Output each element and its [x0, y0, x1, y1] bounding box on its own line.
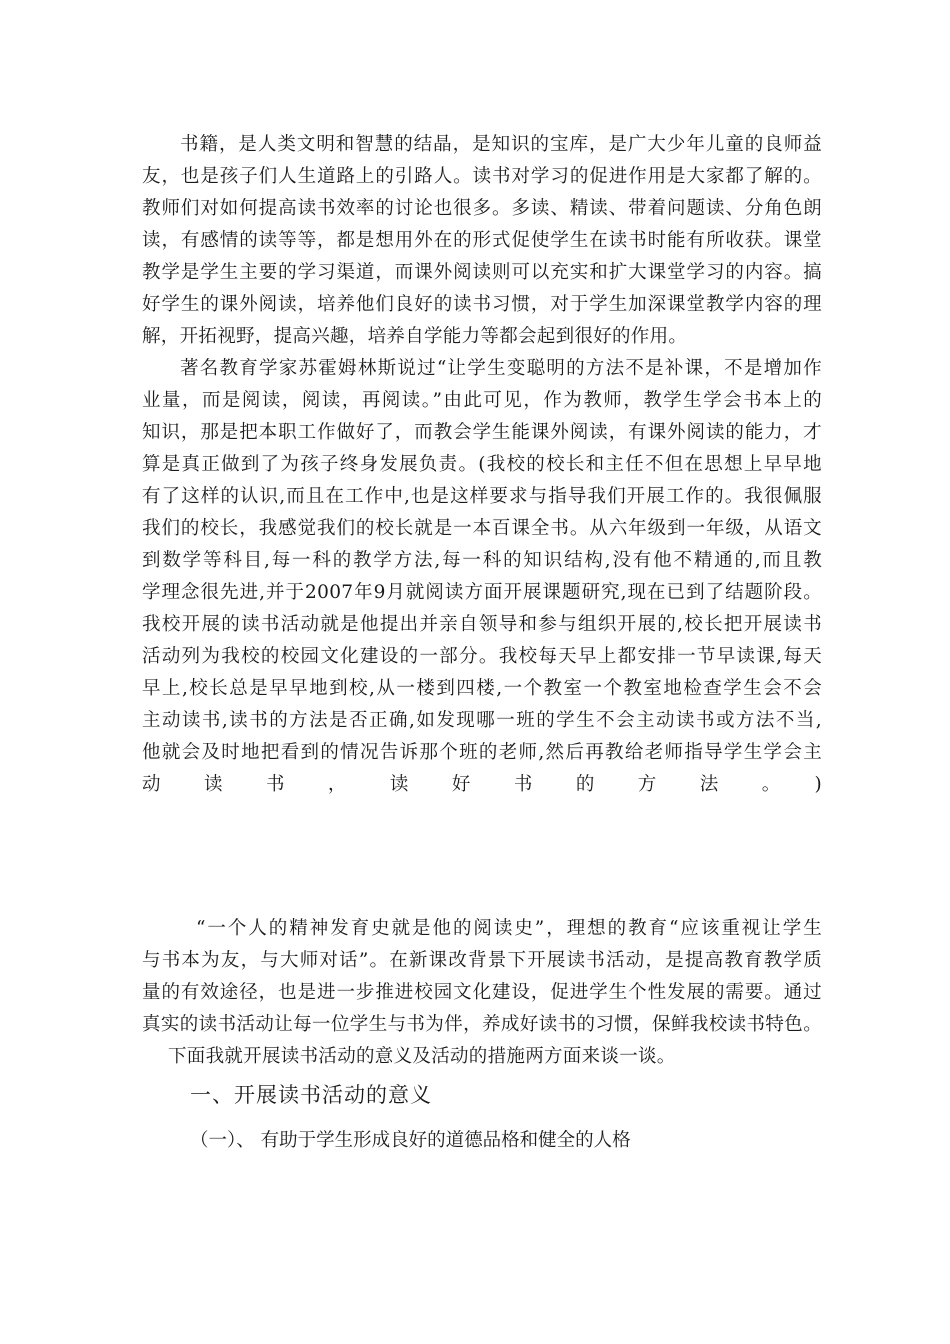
- text-line: 动读书，读好书的方法。): [142, 774, 822, 795]
- text-line: [142, 805, 822, 829]
- text-line: 友，也是孩子们人生道路上的引路人。读书对学习的促进作用是大家都了解的。: [142, 166, 822, 187]
- text-line: 下面我就开展读书活动的意义及活动的措施两方面来谈一谈。: [168, 1046, 676, 1067]
- text-line: 早上,校长总是早早地到校,从一楼到四楼,一个教室一个教室地检查学生会不会: [142, 678, 822, 699]
- text-line: 知识，那是把本职工作做好了，而教会学生能课外阅读，有课外阅读的能力，才: [142, 422, 822, 443]
- text-line: 我校开展的读书活动就是他提出并亲自领导和参与组织开展的,校长把开展读书: [142, 614, 822, 635]
- text-line: 真实的读书活动让每一位学生与书为伴，养成好读书的习惯，保鲜我校读书特色。: [142, 1014, 822, 1035]
- text-line: 学理念很先进,并于2007年9月就阅读方面开展课题研究,现在已到了结题阶段。: [142, 582, 822, 603]
- text-line: [142, 869, 822, 893]
- text-line: 到数学等科目,每一科的教学方法,每一科的知识结构,没有他不精通的,而且教: [142, 550, 822, 571]
- text-line: 算是真正做到了为孩子终身发展负责。(我校的校长和主任不但在思想上早早地: [142, 454, 822, 475]
- text-line: 解，开拓视野，提高兴趣，培养自学能力等都会起到很好的作用。: [142, 326, 688, 347]
- text-line: “一个人的精神发育史就是他的阅读史”，理想的教育“应该重视让学生: [196, 918, 822, 939]
- text-line: 业量，而是阅读，阅读，再阅读。”由此可见，作为教师，教学生学会书本上的: [142, 390, 822, 411]
- text-line: 教师们对如何提高读书效率的讨论也很多。多读、精读、带着问题读、分角色朗: [142, 198, 822, 219]
- text-line: 他就会及时地把看到的情况告诉那个班的老师,然后再教给老师指导学生学会主: [142, 742, 822, 763]
- text-line: 主动读书,读书的方法是否正确,如发现哪一班的学生不会主动读书或方法不当,: [142, 710, 822, 731]
- text-line: 书籍，是人类文明和智慧的结晶，是知识的宝库，是广大少年儿童的良师益: [180, 134, 822, 155]
- text-line: 好学生的课外阅读，培养他们良好的读书习惯，对于学生加深课堂教学内容的理: [142, 294, 822, 315]
- text-line: 有了这样的认识,而且在工作中,也是这样要求与指导我们开展工作的。我很佩服: [142, 486, 822, 507]
- text-line: 教学是学生主要的学习渠道，而课外阅读则可以充实和扩大课堂学习的内容。搞: [142, 262, 822, 283]
- text-line: 读，有感情的读等等，都是想用外在的形式促使学生在读书时能有所收获。课堂: [142, 230, 822, 251]
- text-line: [142, 837, 822, 861]
- section-heading: 一、开展读书活动的意义: [190, 1083, 432, 1107]
- text-line: 我们的校长，我感觉我们的校长就是一本百课全书。从六年级到一年级，从语文: [142, 518, 822, 539]
- text-line: 著名教育学家苏霍姆林斯说过“让学生变聪明的方法不是补课，不是增加作: [180, 358, 822, 379]
- subsection-heading: （一）、 有助于学生形成良好的道德品格和健全的人格: [190, 1130, 631, 1151]
- text-line: 与书本为友，与大师对话”。在新课改背景下开展读书活动，是提高教育教学质: [142, 950, 822, 971]
- text-line: 活动列为我校的校园文化建设的一部分。我校每天早上都安排一节早读课,每天: [142, 646, 822, 667]
- text-line: 量的有效途径，也是进一步推进校园文化建设，促进学生个性发展的需要。通过: [142, 982, 822, 1003]
